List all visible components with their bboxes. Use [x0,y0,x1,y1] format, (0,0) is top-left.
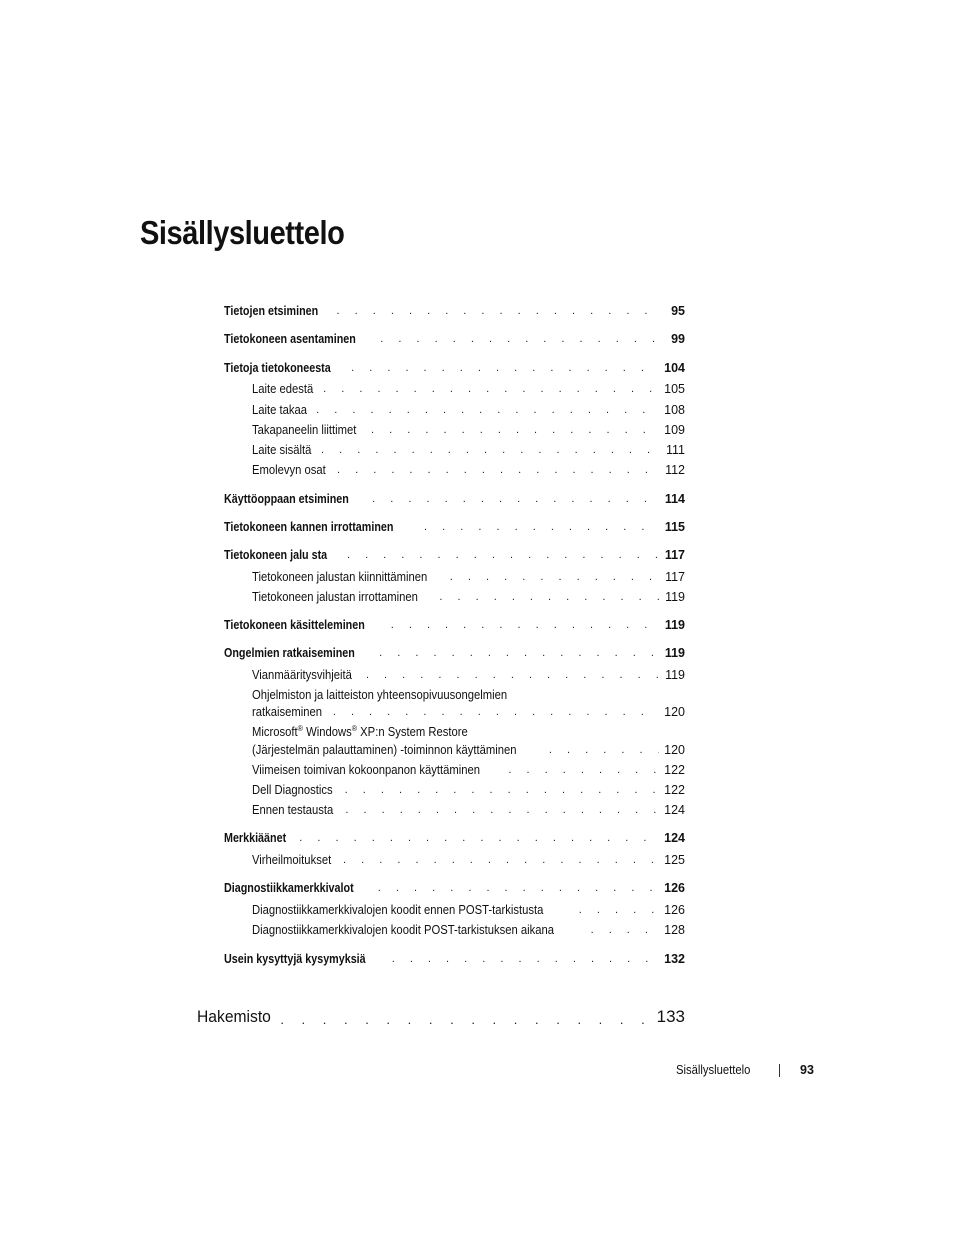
toc-subentry[interactable] [252,923,685,937]
toc-entry[interactable] [224,831,685,845]
dot-leader [371,423,659,437]
toc-subentry[interactable] [252,705,685,719]
toc-subentry[interactable] [252,903,685,917]
toc-entry-label: Emolevyn osat [252,463,326,477]
toc-page-number: 126 [664,903,685,917]
toc-subentry[interactable] [252,403,685,417]
toc-subentry[interactable] [252,763,685,777]
toc-subentry[interactable] [252,443,685,457]
toc-page-number: 122 [664,783,685,797]
toc-entry-label: Tietokoneen jalustan irrottaminen [252,590,418,604]
dot-leader [549,743,659,757]
toc-entry-label: Käyttöoppaan etsiminen [224,492,349,506]
toc-subentry[interactable] [252,803,685,817]
dot-leader [450,570,659,584]
toc-entry-label: Merkkiäänet [224,831,287,845]
toc-page-number: 124 [664,803,685,817]
toc-entry-label: Tietokoneen käsitteleminen [224,618,365,632]
toc-entry[interactable] [224,618,685,632]
toc-chapter-entry[interactable] [197,1007,685,1027]
dot-leader [372,492,659,506]
toc-page-number: 124 [664,831,685,845]
toc-entry-label: Microsoft® Windows® XP:n System Restore [252,724,468,739]
toc-subentry[interactable] [252,463,685,477]
toc-subentry[interactable] [252,590,685,604]
dot-leader [280,1013,652,1027]
toc-page-number: 112 [665,463,685,477]
dot-leader [321,443,659,457]
toc-entry[interactable] [224,304,685,318]
toc-page-number: 111 [665,443,685,457]
toc-entry-label: Tietokoneen jalustan kiinnittäminen [252,570,428,584]
dot-leader [391,618,659,632]
toc-entry-label: Tietokoneen jalu sta [224,548,328,562]
page-title: Sisällysluettelo [140,214,345,251]
toc-entry[interactable] [224,361,685,375]
toc-subentry[interactable] [252,668,685,682]
dot-leader [379,646,659,660]
dot-leader [347,548,659,562]
toc-entry-label: Viimeisen toimivan kokoonpanon käyttäminen [252,763,481,777]
dot-leader [591,923,659,937]
toc-entry-label: Ongelmien ratkaiseminen [224,646,355,660]
toc-page-number: 128 [664,923,685,937]
toc-entry-label: Usein kysyttyjä kysymyksiä [224,952,366,966]
footer-divider [779,1064,780,1077]
toc-subentry[interactable] [252,423,685,437]
page-footer [676,1063,814,1077]
toc-entry-label: Diagnostiikkamerkkivalojen koodit POST-tarkistuksen aikana [252,923,555,937]
toc-page-number: 120 [664,743,685,757]
registered-mark: ® [297,724,303,733]
footer-page-number: 93 [800,1063,814,1077]
dot-leader [299,831,659,845]
toc-page-number: 119 [664,618,685,632]
toc-entry-label: Ennen testausta [252,803,334,817]
dot-leader [337,463,659,477]
toc-entry-label: Hakemisto [197,1007,271,1026]
dot-leader [439,590,659,604]
dot-leader [579,903,659,917]
dot-leader [337,304,659,318]
toc-page-number: 120 [664,705,685,719]
toc-entry-label: Tietoja tietokoneesta [224,361,331,375]
toc-entry-label: Takapaneelin liittimet [252,423,357,437]
dot-leader [333,705,659,719]
dot-leader [508,763,659,777]
toc-entry-label: Laite sisältä [252,443,312,457]
toc-entry-label: Virheilmoitukset [252,853,332,867]
dot-leader [380,332,659,346]
dot-leader [316,403,659,417]
toc-entry-label: Laite takaa [252,403,308,417]
toc-page-number: 108 [664,403,685,417]
toc-entry[interactable] [224,332,685,346]
toc-page-number: 99 [671,332,685,346]
toc-subentry[interactable] [252,743,685,757]
toc-entry-label: (Järjestelmän palauttaminen) -toiminnon käyttäminen [252,743,517,757]
toc-entry-label: ratkaiseminen [252,705,323,719]
dot-leader [343,853,659,867]
dot-leader [345,803,659,817]
dot-leader [345,783,659,797]
toc-page-number: 115 [664,520,685,534]
toc-page-number: 125 [664,853,685,867]
toc-subentry[interactable] [252,382,685,396]
toc-page-number: 119 [664,646,685,660]
toc-page-number: 122 [664,763,685,777]
toc-subentry[interactable] [252,853,685,867]
toc-page-number: 117 [664,548,685,562]
registered-mark: ® [351,724,358,733]
toc-subentry[interactable] [252,570,685,584]
toc-entry[interactable] [224,520,685,534]
toc-entry[interactable] [224,952,685,966]
footer-section-title: Sisällysluettelo [676,1063,751,1077]
dot-leader [351,361,659,375]
toc-subentry[interactable] [252,783,685,797]
toc-page-number: 119 [665,590,685,604]
dot-leader [323,382,659,396]
dot-leader [424,520,659,534]
toc-subentry-first-line[interactable] [252,724,492,739]
dot-leader [378,881,659,895]
toc-page-number: 109 [664,423,685,437]
toc-subentry-first-line[interactable] [252,688,536,702]
toc-entry-label: Vianmääritysvihjeitä [252,668,352,682]
toc-entry[interactable] [224,646,685,660]
toc-page-number: 119 [665,668,685,682]
toc-page-number: 132 [664,952,685,966]
toc-page-number: 104 [664,361,685,375]
dot-leader [366,668,659,682]
toc-page-number: 114 [664,492,685,506]
toc-entry-label: Tietojen etsiminen [224,304,319,318]
toc-entry-label: Laite edestä [252,382,314,396]
toc-page-number: 126 [664,881,685,895]
dot-leader [392,952,659,966]
toc-entry[interactable] [224,881,685,895]
toc-entry-label: Diagnostiikkamerkkivalojen koodit ennen POST-tarkistusta [252,903,544,917]
toc-page-number: 117 [665,570,685,584]
toc-entry[interactable] [224,548,685,562]
toc-entry-label: Diagnostiikkamerkkivalot [224,881,354,895]
toc-entry-label: Tietokoneen kannen irrottaminen [224,520,394,534]
toc-entry[interactable] [224,492,685,506]
toc-entry-label: Ohjelmiston ja laitteiston yhteensopivuusongelmien [252,688,508,702]
toc-entry-label: Tietokoneen asentaminen [224,332,356,346]
toc-page-number: 95 [671,304,685,318]
toc-entry-label: Dell Diagnostics [252,783,333,797]
toc-page-number: 105 [664,382,685,396]
toc-page-number: 133 [656,1007,685,1026]
